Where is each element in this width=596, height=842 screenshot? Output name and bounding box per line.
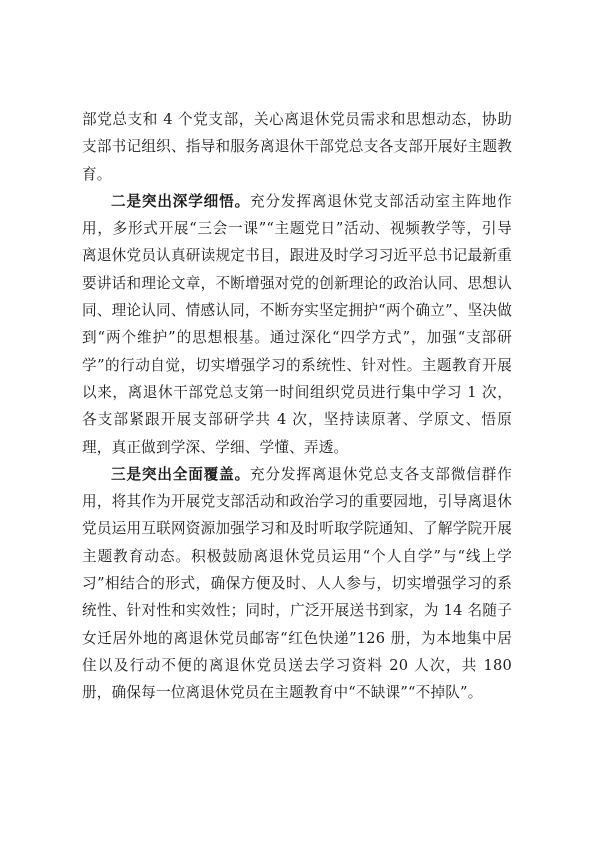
section-heading-full-coverage: 三是突出全面覆盖。 [111,465,251,483]
paragraph-continuation [82,106,512,188]
paragraph-text: 充分发挥离退休党总支各支部微信群作用，将其作为开展党支部活动和政治学习的重要园地，引导离退休党员运用互联网资源加强学习和及时听取学院通知、了解学院开展主题教育动态。积极鼓励离退休党员运用“个人自学”与“线上学习”相结合的形式，确保方便及时、人人参与，切实增强学习的系统性、针对性和实效性；同时，广泛开展送书到家，为 14 名随子女迁居外地的离退休党员邮寄“红色快递”126 册，为本地集中居住以及行动不便的离退休党员送去学习资料 20 人次，共 180 册，确保每一位离退休党员在主题教育中“不缺课”“不掉队”。 [82,465,512,702]
paragraph-deep-study [82,188,512,461]
document-page [82,106,512,707]
paragraph-text: 充分发挥离退休党支部活动室主阵地作用，多形式开展“三会一课”“主题党日”活动、视频教学等，引导离退休党员认真研读规定书目，跟进及时学习习近平总书记最新重要讲话和理论文章，不断增强对党的创新理论的政治认同、思想认同、理论认同、情感认同，不断夯实坚定拥护“两个确立”、坚决做到“两个维护”的思想根基。通过深化“四学方式”，加强“支部研学”的行动自觉，切实增强学习的系统性、针对性。主题教育开展以来，离退休干部党总支第一时间组织党员进行集中学习 1 次，各支部紧跟开展支部研学共 4 次，坚持读原著、学原文、悟原理，真正做到学深、学细、学懂、弄透。 [82,192,512,456]
paragraph-full-coverage [82,461,512,707]
paragraph-text: 部党总支和 4 个党支部，关心离退休党员需求和思想动态，协助支部书记组织、指导和服务离退休干部党总支各支部开展好主题教育。 [82,111,512,183]
section-heading-deep-study: 二是突出深学细悟。 [111,192,251,210]
